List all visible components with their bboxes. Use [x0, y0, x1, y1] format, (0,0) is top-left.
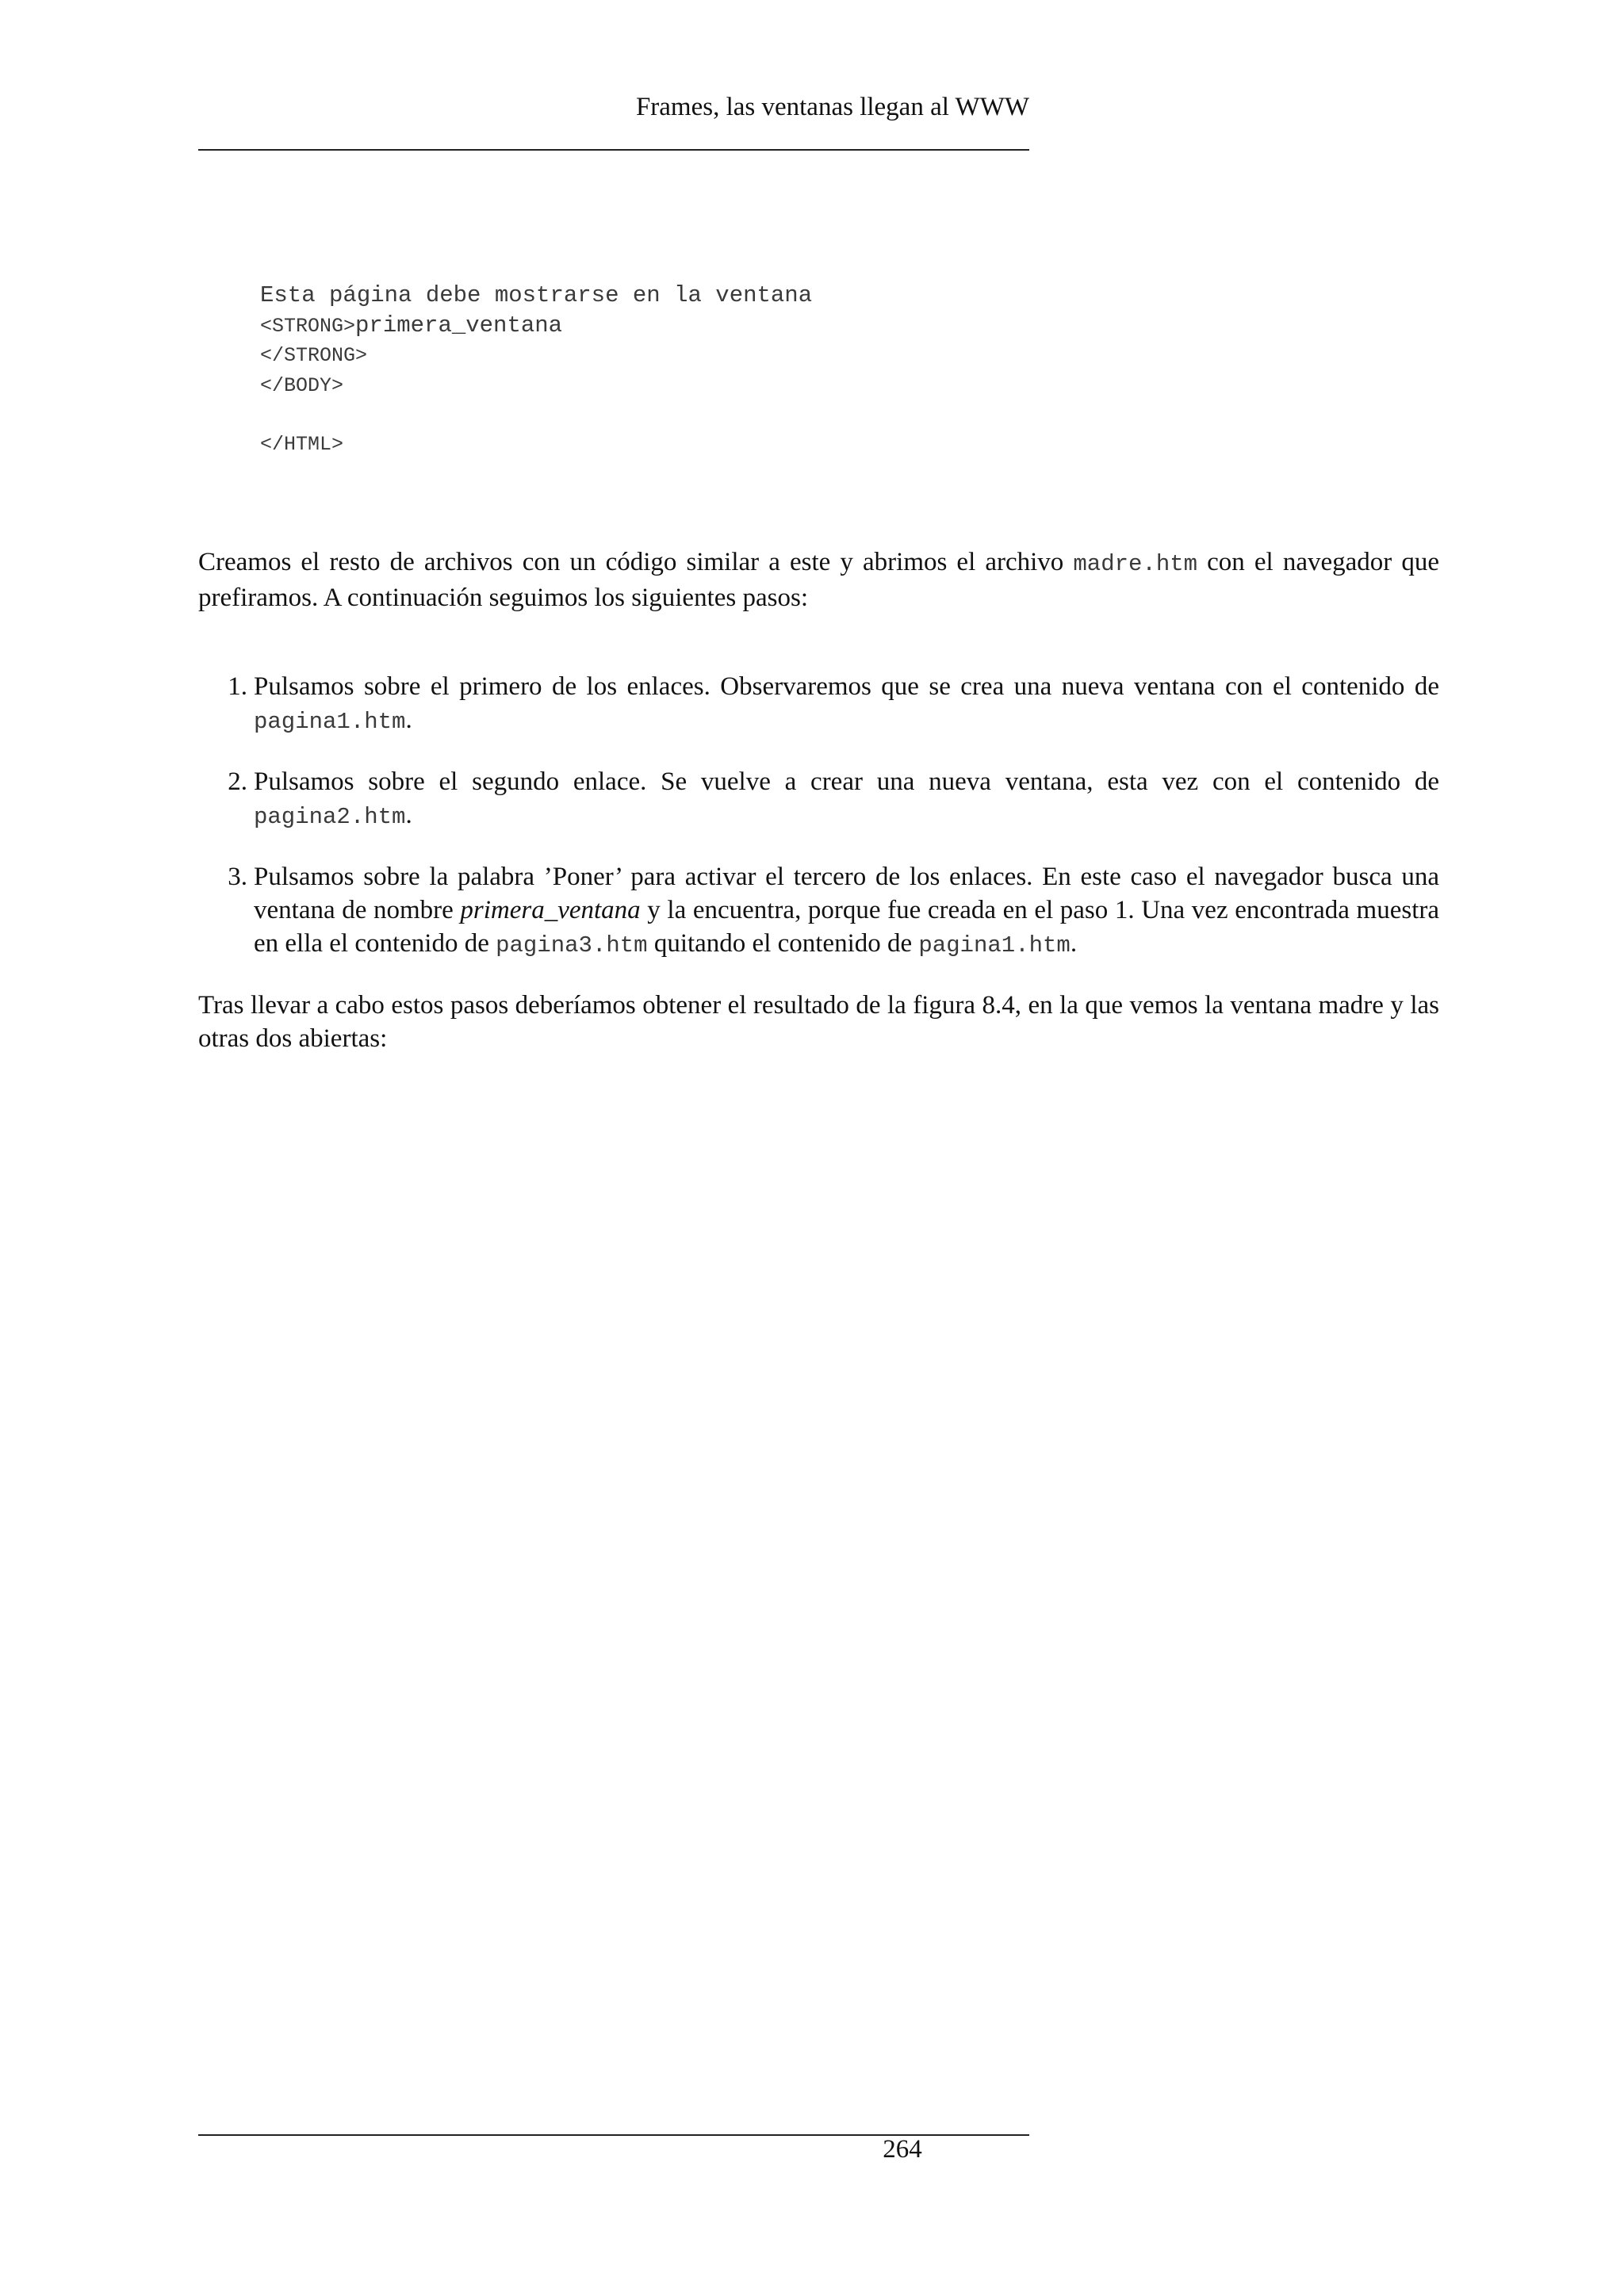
step-text: .	[405, 706, 412, 734]
code-tag: <STRONG>	[260, 315, 356, 338]
paragraph-conclusion: Tras llevar a cabo estos pasos deberíamos obtener el resultado de la figura 8.4, en la que vemos la ventana madre y las otras dos abiertas:	[198, 991, 1439, 1053]
code-line: </HTML>	[260, 433, 344, 456]
page-number: 264	[883, 2135, 922, 2164]
filename: pagina1.htm	[254, 709, 406, 735]
steps-list	[198, 670, 1439, 989]
paragraph-intro	[198, 545, 1439, 614]
step-text: .	[405, 801, 412, 829]
code-line: </BODY>	[260, 374, 344, 397]
step-text: Pulsamos sobre la palabra ’Poner’ para activar el tercero de los enlaces. En este caso el navegador busca una ventana de nombre	[254, 863, 1439, 924]
filename: pagina2.htm	[254, 804, 406, 830]
paragraph-text: con el navegador que prefiramos. A continuación seguimos los siguientes pasos:	[198, 548, 1439, 612]
step-text: y la encuentra, porque fue creada en el paso 1. Una vez encontrada muestra en ella el contenido de	[254, 896, 1440, 958]
code-listing	[260, 281, 812, 460]
step-number: 1.	[228, 672, 247, 701]
step-text: .	[1070, 929, 1078, 958]
step-text: Pulsamos sobre el primero de los enlaces. Observaremos que se crea una nueva ventana con el contenido de	[254, 672, 1439, 701]
step-text: Pulsamos sobre el segundo enlace. Se vuelve a crear una nueva ventana, esta vez con el contenido de	[254, 767, 1439, 796]
emphasis: primera_ventana	[460, 896, 641, 924]
list-item	[198, 670, 1439, 739]
code-text: primera_ventana	[355, 312, 563, 339]
list-item	[198, 860, 1439, 962]
filename: pagina1.htm	[918, 932, 1071, 959]
code-line: Esta página debe mostrarse en la ventana	[260, 282, 813, 308]
paragraph-text: Creamos el resto de archivos con un código similar a este y abrimos el archivo	[198, 548, 1074, 576]
list-item	[198, 765, 1439, 834]
running-header: Frames, las ventanas llegan al WWW	[635, 93, 1029, 121]
header-rule	[198, 149, 1029, 151]
step-number: 2.	[228, 767, 247, 796]
code-line	[260, 311, 812, 341]
page-number-container	[198, 2131, 1029, 2168]
step-text: quitando el contenido de	[647, 929, 919, 958]
filename: madre.htm	[1073, 551, 1198, 577]
code-gap	[260, 401, 812, 430]
step-number: 3.	[228, 863, 247, 891]
filename: pagina3.htm	[496, 932, 648, 959]
code-line: </STRONG>	[260, 344, 368, 367]
